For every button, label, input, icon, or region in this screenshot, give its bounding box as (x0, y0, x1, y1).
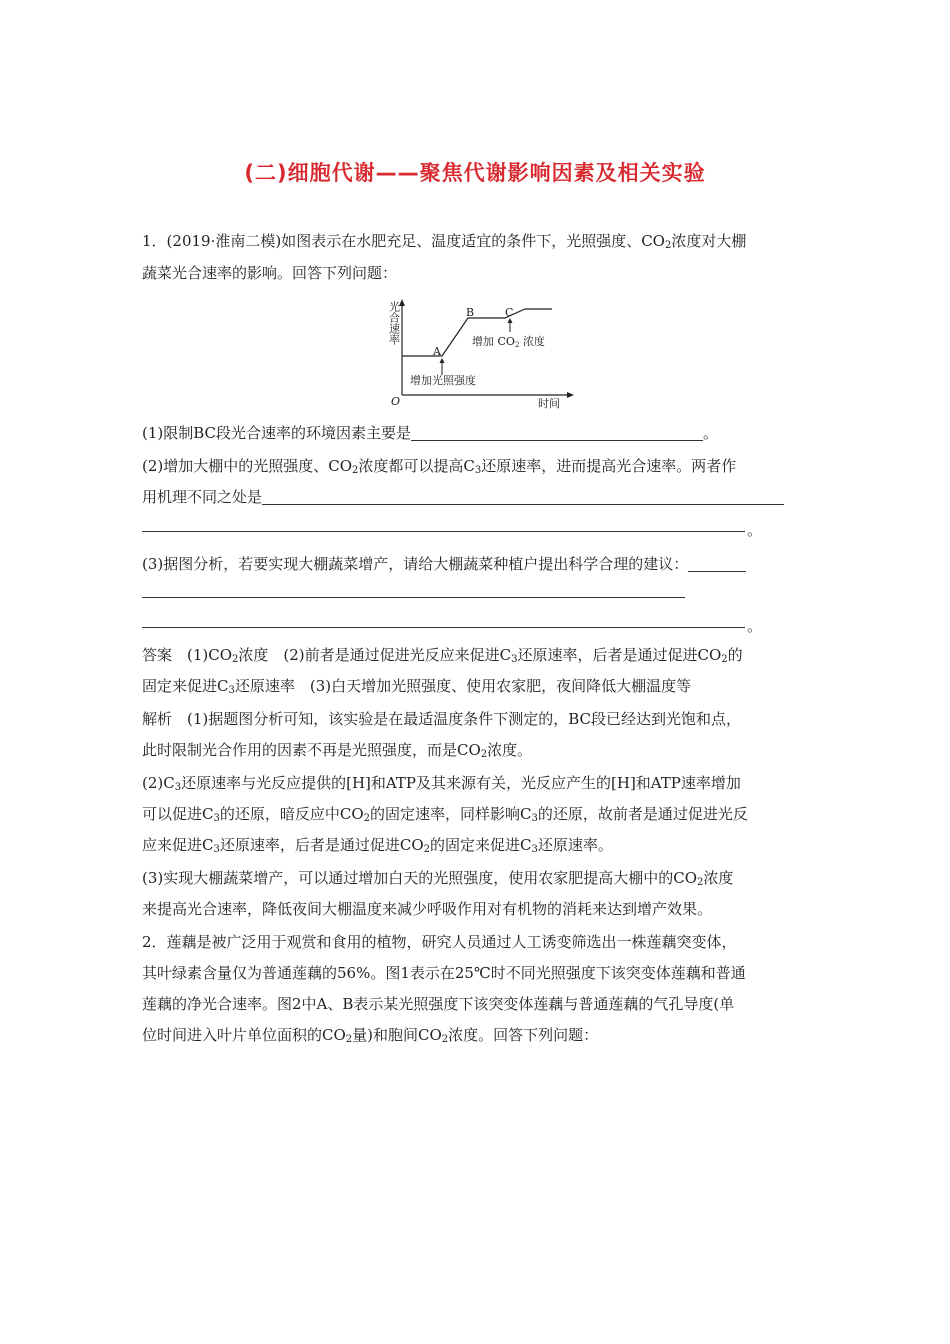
answer-line2: 固定来促进$C_3$还原速率 (3)白天增加光照强度、使用农家肥，夜间降低大棚温度等 (142, 677, 692, 696)
q1-sub3-line1: (3)据图分析，若要实现大棚蔬菜增产，请给大棚蔬菜种植户提出科学合理的建议： (142, 549, 812, 579)
origin-label: O (391, 395, 401, 408)
q1-sub1: (1)限制BC段光合速率的环境因素主要是 。 (142, 424, 719, 442)
q2-line3: 莲藕的净光合速率。图2中A、B表示某光照强度下该突变体莲藕与普通莲藕的气孔导度(单 (142, 995, 735, 1013)
answer-blank-1[interactable] (411, 422, 703, 441)
q1-intro-line2: 蔬菜光合速率的影响。回答下列问题： (142, 264, 398, 282)
answer-line1: 答案 $(1)CO_2$浓度 (2)前者是通过促进光反应来促进$C_3$还原速率，后者是通过促进$CO_2$的 (142, 646, 743, 665)
point-a-label: A (433, 345, 441, 358)
x-axis-label: 时间 (538, 397, 560, 410)
analysis-line2: 此时限制光合作用的因素不再是光照强度，而是$CO_2$浓度。 (142, 741, 533, 760)
analysis-line3: $(2)C_3$还原速率与光反应提供的[H]和ATP及其来源有关，光反应产生的[H]和ATP速率增加 (142, 774, 741, 793)
analysis-line1: 解析 (1)据题图分析可知，该实验是在最适温度条件下测定的，BC段已经达到光饱和点， (142, 710, 742, 728)
q1-sub3-end: 。 (747, 617, 763, 635)
answer-blank-2a[interactable] (262, 486, 784, 505)
photosynthesis-rate-figure (380, 295, 580, 413)
q1-sub2-end: 。 (747, 521, 763, 539)
q2-line1: 2．莲藕是被广泛用于观赏和食用的植物，研究人员通过人工诱变筛选出一株莲藕突变体， (142, 933, 737, 951)
annotation-co2: 增加 CO2 浓度 (472, 335, 545, 349)
analysis-line6: (3)实现大棚蔬菜增产，可以通过增加白天的光照强度，使用农家肥提高大棚中的$CO_2$浓度 (142, 869, 734, 888)
point-c-label: C (505, 306, 514, 319)
answer-blank-2b[interactable] (142, 531, 745, 532)
analysis-line7: 来提高光合速率，降低夜间大棚温度来减少呼吸作用对有机物的消耗来达到增产效果。 (142, 900, 713, 918)
q1-sub2-line1: (2)增加大棚中的光照强度、$CO_2$浓度都可以提高$C_3$还原速率，进而提高光合速率。两者作 (142, 457, 737, 476)
answer-blank-3b[interactable] (142, 597, 685, 598)
answer-blank-3a[interactable] (688, 553, 746, 572)
annotation-light: 增加光照强度 (410, 374, 476, 387)
analysis-line4: 可以促进$C_3$的还原，暗反应中$CO_2$的固定速率，同样影响$C_3$的还原，故前者是通过促进光反 (142, 805, 748, 824)
page-title: (二)细胞代谢——聚焦代谢影响因素及相关实验 (244, 161, 706, 185)
q1-sub2-line2: 用机理不同之处是 (142, 482, 812, 512)
answer-blank-3c[interactable] (142, 627, 745, 628)
analysis-line5: 应来促进$C_3$还原速率，后者是通过促进$CO_2$的固定来促进$C_3$还原速率。 (142, 836, 613, 855)
q2-line2: 其叶绿素含量仅为普通莲藕的56%。图1表示在25℃时不同光照强度下该突变体莲藕和普通 (142, 964, 746, 982)
rate-curve (402, 309, 552, 356)
point-b-label: B (466, 306, 475, 319)
q2-line4: 位时间进入叶片单位面积的$CO_2$量)和胞间$CO_2$浓度。回答下列问题： (142, 1026, 599, 1045)
y-axis-label: 光合速率 (387, 301, 401, 345)
q1-intro-line1: 1．(2019·淮南二模)如图表示在水肥充足、温度适宜的条件下，光照强度、$CO_2$浓度对大棚 (142, 232, 747, 251)
